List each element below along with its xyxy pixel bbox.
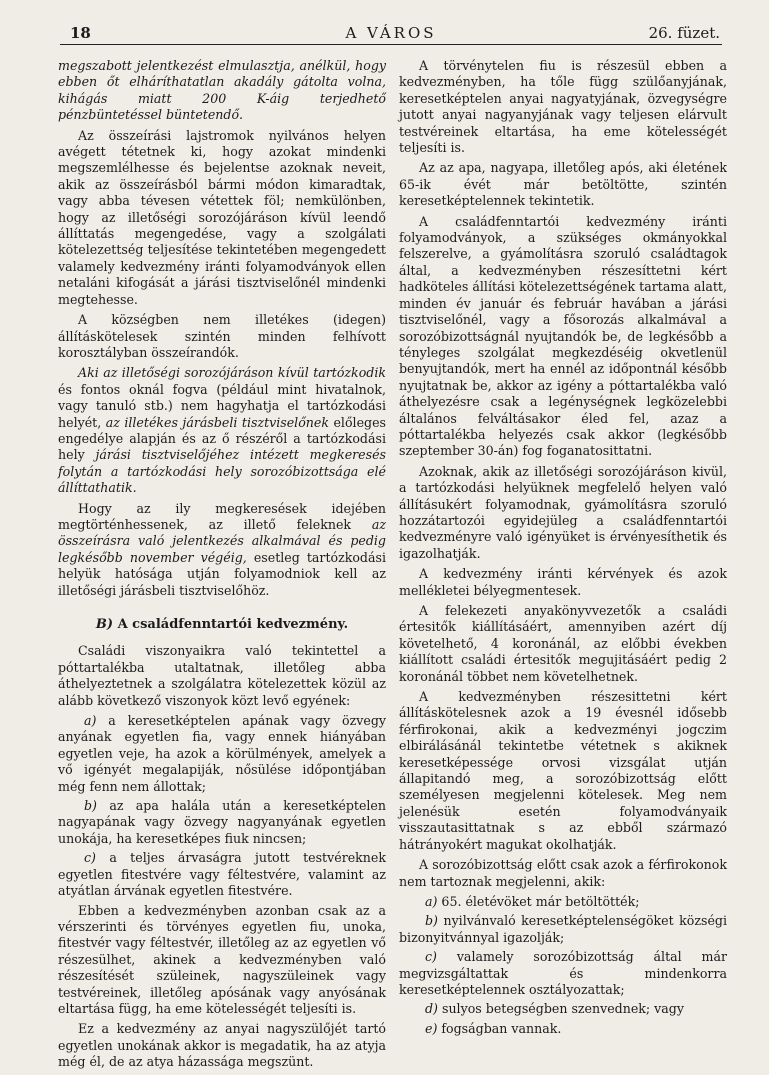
list-item — [58, 850, 386, 899]
item-text: 65. életévöket már betöltötték; — [437, 893, 640, 909]
page-number: 18 — [70, 24, 91, 42]
italic-text: járási tisztviselőjéhez intézett megkeresés folytán a tartózkodási hely sorozóbizottsága elé állíttathatik. — [58, 447, 387, 496]
issue-number: 26. füzet. — [648, 24, 720, 42]
page-header — [60, 22, 722, 45]
paragraph: A kedvezmény iránti kérvények és azok mellékletei bélyegmentesek. — [399, 566, 727, 598]
paragraph: A sorozóbizottság előtt csak azok a férfirokonok nem tartoznak megjelenni, akik: — [399, 857, 727, 889]
item-text: az apa halála után a keresetképtelen nagyapának vagy özvegy nagyanyának egyetlen unokája, ha keresetképes fiuk nincsen; — [58, 798, 386, 846]
list-item — [58, 798, 386, 847]
text: esetleg tartózkodási helyük hatósága utján folyamodniok kell az illetőségi járásbeli tisztviselőhöz. — [58, 549, 386, 598]
item-text: nyilvánvaló keresetképtelenségöket községi bizonyitvánnyal igazolják; — [399, 913, 727, 945]
paragraph: A családfenntartói kedvezmény iránti folyamodványok, a szükséges okmányokkal felszerelve, a gyámolításra szoruló családtagok által, a kedvezményben részesíttetni kért hadköteles állítási kötelezettségének tartama alatt, minden év január és február havában a járási tisztviselőnél, vagy a fősorozás alkalmával a sorozóbizottságnál nyujtandók be, de legkésőbb a tényleges szolgálat megkezdéséig okvetlenül benyujtandók, mert ha ennél az időpontnál később nyujtatnak be, akkor az igény a póttartalékba való áthelyezésre csak a legénységnek legközelebbi általános felváltásakor éled fel, azaz a póttartalékba helyezés csak akkor (legkésőbb szeptember 30-án) fog foganatosittatni. — [399, 213, 727, 459]
paragraph: Ez a kedvezmény az anyai nagyszülőjét tartó egyetlen unokának akkor is megadatik, ha az atyja még él, de az atya házassága megszünt. — [58, 1021, 386, 1070]
item-letter: d) — [425, 1001, 438, 1017]
text: Hogy az ily megkeresések idejében megtörténhessenek, az illető feleknek — [58, 500, 386, 532]
item-letter: a) — [425, 893, 438, 909]
list-item — [58, 713, 386, 795]
item-text: a teljes árvaságra jutott testvéreknek egyetlen fitestvére vagy féltestvére, valamint az atyátlan árvának egyetlen fitestvére. — [58, 850, 386, 899]
italic-text: az összeírásra való jelentkezés alkalmával és pedig legkésőbb november végéig, — [58, 516, 386, 565]
item-letter: b) — [84, 798, 97, 814]
section-title: A családfenntartói kedvezmény. — [117, 617, 349, 632]
item-text: valamely sorozóbizottság által már megvizsgáltattak és mindenkorra keresetképtelennek osztályozattak; — [399, 949, 727, 997]
journal-title: A VÁROS — [345, 24, 437, 42]
item-text: fogságban vannak. — [437, 1020, 562, 1036]
italic-text: Aki az illetőségi sorozójáráson kívül tartózkodik — [78, 365, 386, 381]
item-letter: c) — [84, 850, 96, 866]
text: és fontos oknál fogva (például mint hivatalnok, vagy tanuló stb.) nem hagyhatja el tartózkodási helyét, — [58, 381, 386, 430]
text: előleges engedélye alapján és az ő részéről a tartózkodási hely — [58, 414, 387, 463]
item-text: a keresetképtelen apának vagy özvegy anyának egyetlen fia, vagy ennek hiányában egyetlen veje, ha azok a körülmények, amelyek a vő igényét megalapiják, nősülése időpontjában még fenn nem állottak; — [58, 713, 386, 794]
item-letter: c) — [425, 949, 437, 965]
paragraph: Azoknak, akik az illetőségi sorozójáráson kivül, a tartózkodási helyüknek megfelelő helyen való állításukért folyamodnak, gyámolításra szoruló hozzátartozói egyidejüleg a családfenntartói kedvezményre való igényüket is érvényesíthetik és igazolhatják. — [399, 463, 727, 561]
list-item — [399, 1021, 727, 1037]
item-letter: b) — [425, 913, 438, 929]
paragraph — [58, 365, 386, 496]
paragraph: megszabott jelentkezést elmulasztja, anélkül, hogy ebben őt elháríthatatlan akadály gátolta volna, kihágás miatt 200 K-áig terjedhető pénzbüntetéssel büntetendő. — [58, 58, 386, 123]
section-heading — [58, 617, 386, 633]
list-item — [399, 1001, 727, 1017]
item-text: sulyos betegségben szenvednek; vagy — [437, 1001, 684, 1017]
paragraph: Az összeírási lajstromok nyilvános helyen avégett tétetnek ki, hogy azokat mindenki megszemlélhesse és bejelentse azoknak neveit, akik az összeírásból bármi módon kimaradtak, vagy abba tévesen vétettek föl; nemkülönben, hogy az illetőségi sorozójáráson kívül leendő állíttatás megengedése, vagy a szolgálati kötelezettség teljesítése tekintetében megengedett valamely kedvezmény iránti folyamodványok ellen netaláni kifogását a járási tisztviselőnél mindenki megtehesse. — [58, 127, 386, 307]
paragraph: A kedvezményben részesittetni kért állításkötelesnek azok a 19 évesnél idősebb férfirokonai, akik a kedvezményi jogczim elbirálásánál tekintetbe vétetnek s akiknek keresetképessége orvosi vizsgálat utján állapitandó meg, a sorozóbizottság előtt személyesen megjelenni kötelesek. Meg nem jelenésük esetén folyamodványaik visszautasittatnak s az ebből származó hátrányokért magukat okolhatják. — [399, 689, 727, 852]
paragraph: Ebben a kedvezményben azonban csak az a vérszerinti és törvényes egyetlen fiu, unoka, fitestvér vagy féltestvér, illetőleg az az egyetlen vő részesülhet, akinek a kedvezményben való részesítését szüleinek, nagyszüleinek vagy testvéreinek, illetőleg apósának vagy anyósának eltartása függ, ha eme kötelességét teljesíti is. — [58, 902, 386, 1016]
item-letter: a) — [84, 713, 97, 729]
paragraph: A törvénytelen fiu is részesül ebben a kedvezményben, ha tőle függ szülőanyjának, keresetképtelen anyai nagyatyjának, özvegységre jutott anyai nagyanyjának vagy teljesen elárvult testvéreinek eltartása, ha eme kötelességét teljesíti is. — [399, 58, 727, 156]
paragraph — [58, 501, 386, 599]
list-item — [399, 913, 727, 946]
paragraph: Az az apa, nagyapa, illetőleg após, aki életének 65-ik évét már betöltötte, szintén keresetképtelennek tekintetik. — [399, 160, 727, 209]
list-item — [399, 949, 727, 998]
right-column — [399, 58, 727, 1040]
italic-text: az illetékes járásbeli tisztviselőnek — [105, 414, 329, 430]
item-letter: e) — [425, 1020, 438, 1036]
paragraph: A községben nem illetékes (idegen) állításkötelesek szintén minden felhívott korosztályban összeírandók. — [58, 312, 386, 360]
section-letter: B) — [95, 617, 114, 632]
paragraph: A felekezeti anyakönyvvezetők a családi értesitők kiállításáért, amennyiben azért díj követelhető, 4 koronánál, az előbbi években kiállított családi értesitők megujitásáért pedig 2 koronánál többet nem követelhetnek. — [399, 603, 727, 684]
list-item — [399, 894, 727, 910]
left-column — [58, 58, 386, 1075]
paragraph: Családi viszonyaikra való tekintettel a póttartalékba utaltatnak, illetőleg abba áthelyeztetnek a szolgálatra kötelezettek közül az alább következő viszonyok közt levő egyének: — [58, 643, 386, 708]
